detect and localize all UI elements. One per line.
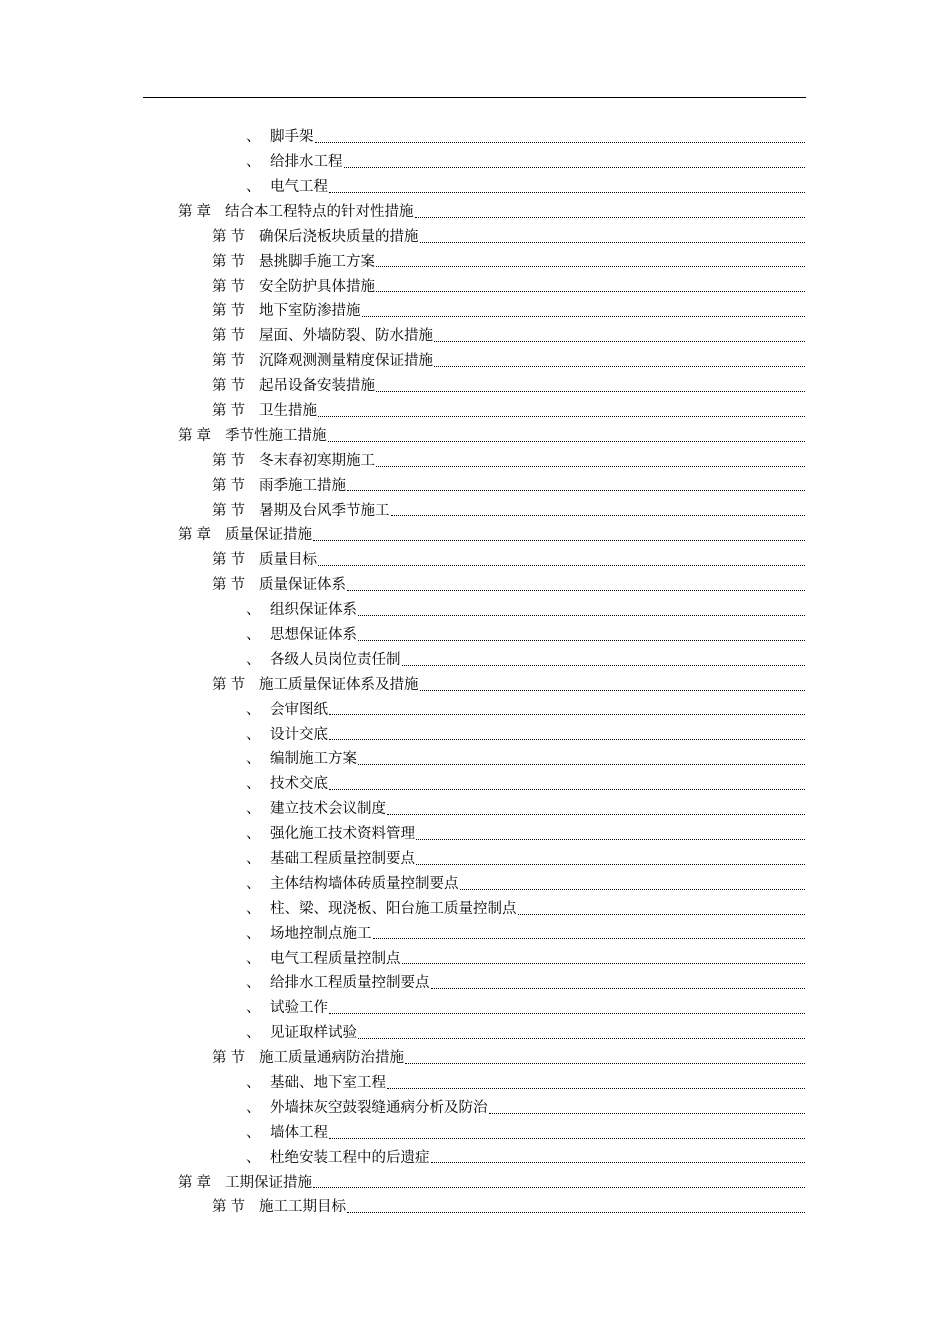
toc-entry-number: 、 [246,627,261,643]
toc-entry-section[interactable] [0,299,950,324]
toc-entry-chapter[interactable] [0,523,950,548]
toc-entry-text [246,653,401,668]
dot-leader [376,391,805,392]
toc-entry-number: 第节 [212,253,249,270]
toc-entry-number: 、 [246,801,261,818]
toc-entry-number: 第节 [212,353,249,370]
toc-entry-number: 第节 [212,1050,249,1067]
toc-entry-title: 基础、地下室工程 [270,1075,386,1092]
dot-leader [358,764,805,765]
dot-leader [405,1063,805,1064]
toc-entry-title: 工期保证措施 [225,1174,312,1191]
toc-entry-title: 主体结构墙体砖质量控制要点 [270,875,459,892]
dot-leader [387,814,805,815]
toc-entry-title: 建立技术会议制度 [270,801,386,818]
toc-entry-title: 沉降观测测量精度保证措施 [259,353,433,370]
header-rule [143,97,806,98]
dot-leader [376,291,805,292]
toc-entry-number: 、 [246,751,261,768]
toc-entry-title: 给排水工程质量控制要点 [270,975,430,992]
dot-leader [329,739,805,740]
toc-entry-text [246,703,328,718]
toc-entry-title: 悬挑脚手施工方案 [259,253,375,270]
toc-entry-title: 试验工作 [270,1000,328,1017]
toc-entry-text [178,1176,312,1191]
toc-entry-number: 、 [246,776,261,793]
dot-leader [358,615,805,616]
dot-leader [329,1138,805,1139]
toc-entry-number: 、 [246,1099,261,1116]
dot-leader [402,963,806,964]
toc-entry-number: 第节 [212,502,249,519]
toc-entry-title: 雨季施工措施 [259,477,346,494]
toc-entry-title: 外墙抹灰空鼓裂缝通病分析及防治 [270,1099,488,1116]
toc-entry-chapter[interactable] [0,1170,950,1195]
toc-entry-text [246,952,401,967]
toc-entry-title: 卫生措施 [259,402,317,419]
dot-leader [431,988,806,989]
toc-entry-title: 施工工期目标 [259,1199,346,1216]
toc-entry-number: 第章 [178,527,215,544]
toc-entry-text [212,504,390,519]
dot-leader [387,1088,805,1089]
dot-leader [362,316,806,317]
toc-entry-title: 编制施工方案 [270,751,357,768]
toc-entry-number: 、 [246,651,261,668]
toc-entry-title: 冬末春初寒期施工 [259,452,375,469]
toc-entry-text [246,180,328,195]
toc-entry-title: 技术交底 [270,776,328,793]
dot-leader [347,590,805,591]
toc-entry-text [246,1076,386,1091]
toc-entry-section[interactable] [0,673,950,698]
toc-entry-title: 电气工程 [270,178,328,195]
toc-entry-number: 、 [246,950,261,967]
toc-entry-title: 脚手架 [270,129,314,146]
toc-entry-number: 、 [246,975,261,992]
dot-leader [416,864,805,865]
toc-entry-section[interactable] [0,249,950,274]
toc-entry-text [246,827,415,842]
dot-leader [313,1187,805,1188]
toc-entry-text [246,802,386,817]
toc-entry-text [212,578,346,593]
toc-entry-section[interactable] [0,1195,950,1220]
toc-entry-number: 第节 [212,577,249,594]
toc-entry-subsection[interactable] [0,1021,950,1046]
toc-entry-subsection[interactable] [0,150,950,175]
toc-entry-section[interactable] [0,449,950,474]
toc-entry-text [246,728,328,743]
toc-entry-title: 给排水工程 [270,154,343,171]
toc-entry-number: 、 [246,900,261,917]
toc-entry-number: 、 [246,875,261,892]
toc-entry-subsection[interactable] [0,175,950,200]
toc-entry-section[interactable] [0,473,950,498]
toc-entry-text [212,479,346,494]
toc-entry-title: 各级人员岗位责任制 [270,651,401,668]
toc-entry-text [246,1026,357,1041]
toc-entry-number: 第节 [212,452,249,469]
dot-leader [376,466,805,467]
dot-leader [420,690,806,691]
toc-entry-number: 、 [246,154,261,171]
toc-entry-text [246,603,357,618]
toc-entry-subsection[interactable] [0,971,950,996]
toc-entry-title: 结合本工程特点的针对性措施 [225,203,414,220]
toc-entry-text [246,1101,488,1116]
toc-entry-section[interactable] [0,399,950,424]
dot-leader [313,540,805,541]
toc-entry-subsection[interactable] [0,722,950,747]
toc-entry-title: 组织保证体系 [270,602,357,619]
toc-entry-title: 暑期及台风季节施工 [259,502,390,519]
dot-leader [347,1212,805,1213]
dot-leader [315,142,806,143]
dot-leader [329,789,805,790]
table-of-contents [0,125,950,1220]
toc-entry-text [212,304,361,319]
toc-entry-number: 、 [246,925,261,942]
toc-entry-text [178,429,327,444]
toc-entry-chapter[interactable] [0,424,950,449]
dot-leader [329,714,805,715]
dot-leader [358,640,805,641]
toc-entry-text [212,329,433,344]
toc-entry-title: 设计交底 [270,726,328,743]
toc-entry-subsection[interactable] [0,747,950,772]
toc-entry-title: 质量保证措施 [225,527,312,544]
toc-entry-section[interactable] [0,573,950,598]
toc-entry-subsection[interactable] [0,125,950,150]
dot-leader [373,938,806,939]
toc-entry-text [178,528,312,543]
toc-entry-subsection[interactable] [0,922,950,947]
toc-entry-title: 安全防护具体措施 [259,278,375,295]
toc-entry-text [212,454,375,469]
toc-entry-text [212,678,419,693]
toc-entry-number: 第章 [178,1174,215,1191]
dot-leader [415,217,806,218]
toc-entry-subsection[interactable] [0,847,950,872]
toc-entry-title: 基础工程质量控制要点 [270,851,415,868]
toc-entry-title: 起吊设备安装措施 [259,378,375,395]
toc-entry-subsection[interactable] [0,897,950,922]
toc-entry-text [212,1051,404,1066]
toc-entry-number: 第节 [212,328,249,345]
toc-entry-text [246,976,430,991]
toc-entry-number: 第节 [212,676,249,693]
toc-entry-text [212,255,375,270]
toc-entry-text [212,553,317,568]
dot-leader [347,490,805,491]
toc-entry-number: 第节 [212,1199,249,1216]
dot-leader [329,1013,805,1014]
toc-entry-subsection[interactable] [0,1096,950,1121]
toc-entry-section[interactable] [0,374,950,399]
dot-leader [431,1162,806,1163]
toc-entry-text [246,1126,328,1141]
toc-entry-text [246,877,459,892]
dot-leader [328,441,806,442]
toc-entry-section[interactable] [0,324,950,349]
toc-entry-section[interactable] [0,498,950,523]
toc-entry-title: 地下室防渗措施 [259,303,361,320]
dot-leader [518,914,806,915]
toc-entry-text [246,130,314,145]
toc-entry-chapter[interactable] [0,200,950,225]
dot-leader [489,1113,806,1114]
toc-entry-text [212,280,375,295]
toc-entry-title: 场地控制点施工 [270,925,372,942]
toc-entry-text [212,379,375,394]
toc-entry-title: 见证取样试验 [270,1025,357,1042]
dot-leader [416,839,805,840]
toc-entry-title: 季节性施工措施 [225,427,327,444]
toc-entry-title: 杜绝安装工程中的后遗症 [270,1149,430,1166]
dot-leader [460,889,806,890]
toc-entry-title: 柱、梁、现浇板、阳台施工质量控制点 [270,900,517,917]
toc-entry-text [246,902,517,917]
toc-entry-number: 、 [246,1000,261,1017]
toc-entry-text [212,404,317,419]
toc-entry-title: 施工质量保证体系及措施 [259,676,419,693]
toc-entry-section[interactable] [0,349,950,374]
dot-leader [434,341,805,342]
toc-entry-subsection[interactable] [0,772,950,797]
toc-entry-title: 思想保证体系 [270,627,357,643]
toc-entry-subsection[interactable] [0,697,950,722]
toc-entry-title: 质量保证体系 [259,577,346,594]
toc-entry-text [246,927,372,942]
toc-entry-section[interactable] [0,1046,950,1071]
toc-entry-number: 第节 [212,402,249,419]
toc-entry-number: 第节 [212,378,249,395]
toc-entry-number: 、 [246,1124,261,1141]
toc-entry-subsection[interactable] [0,946,950,971]
toc-entry-title: 质量目标 [259,552,317,569]
toc-entry-subsection[interactable] [0,797,950,822]
toc-entry-number: 、 [246,1149,261,1166]
toc-entry-text [246,852,415,867]
toc-entry-text [212,230,419,245]
toc-entry-number: 第节 [212,477,249,494]
toc-entry-number: 、 [246,851,261,868]
toc-entry-number: 第节 [212,303,249,320]
toc-entry-text [178,205,414,220]
toc-entry-section[interactable] [0,225,950,250]
toc-entry-number: 第节 [212,278,249,295]
toc-entry-section[interactable] [0,548,950,573]
toc-entry-title: 强化施工技术资料管理 [270,826,415,843]
toc-entry-subsection[interactable] [0,1071,950,1096]
toc-entry-number: 第章 [178,203,215,220]
toc-entry-number: 、 [246,726,261,743]
dot-leader [329,192,805,193]
dot-leader [318,565,805,566]
dot-leader [391,515,806,516]
toc-entry-number: 、 [246,826,261,843]
toc-entry-title: 确保后浇板块质量的措施 [259,228,419,245]
toc-entry-title: 施工质量通病防治措施 [259,1050,404,1067]
toc-entry-number: 、 [246,178,261,195]
toc-entry-section[interactable] [0,274,950,299]
toc-entry-number: 、 [246,1025,261,1042]
toc-entry-text [246,752,357,767]
dot-leader [344,167,806,168]
toc-entry-title: 墙体工程 [270,1124,328,1141]
toc-entry-title: 会审图纸 [270,701,328,718]
dot-leader [434,366,805,367]
toc-entry-subsection[interactable] [0,996,950,1021]
toc-entry-text [246,628,357,643]
toc-entry-subsection[interactable] [0,872,950,897]
toc-entry-text [246,1151,430,1166]
toc-entry-text [246,155,343,170]
toc-entry-text [246,1001,328,1016]
toc-entry-title: 屋面、外墙防裂、防水措施 [259,328,433,345]
dot-leader [318,416,805,417]
dot-leader [420,242,806,243]
toc-entry-number: 第章 [178,427,215,444]
toc-entry-number: 第节 [212,228,249,245]
toc-entry-text [246,777,328,792]
dot-leader [376,266,805,267]
toc-entry-number: 、 [246,602,261,619]
toc-entry-number: 第节 [212,552,249,569]
toc-entry-subsection[interactable] [0,648,950,673]
toc-entry-text [212,1200,346,1215]
toc-entry-number: 、 [246,129,261,146]
toc-entry-text [212,354,433,369]
dot-leader [402,665,806,666]
toc-entry-number: 、 [246,701,261,718]
toc-entry-number: 、 [246,1075,261,1092]
dot-leader [358,1038,805,1039]
toc-entry-subsection[interactable] [0,1121,950,1146]
toc-entry-subsection[interactable] [0,822,950,847]
toc-entry-subsection[interactable] [0,1146,950,1171]
toc-entry-subsection[interactable] [0,623,950,648]
toc-entry-title: 电气工程质量控制点 [270,950,401,967]
toc-entry-subsection[interactable] [0,598,950,623]
